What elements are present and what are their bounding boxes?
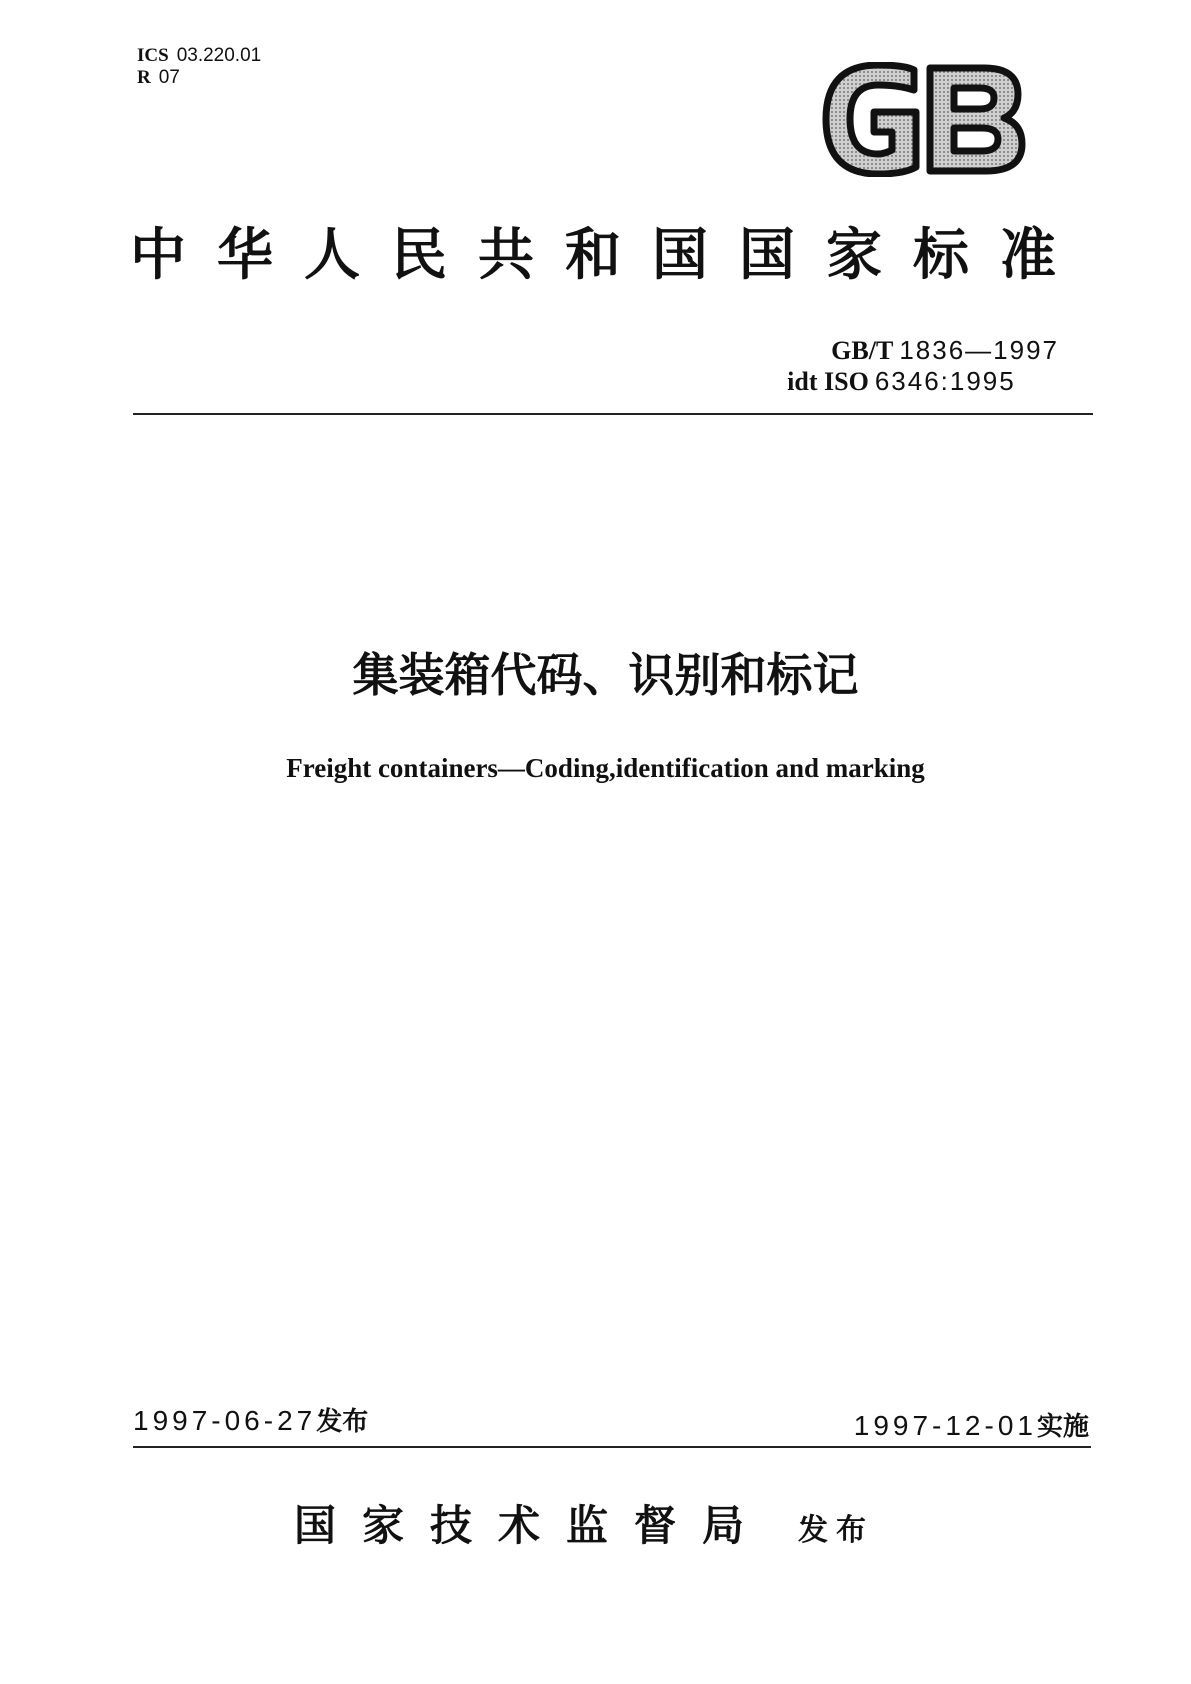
ics-label: ICS: [137, 45, 169, 66]
ccs-code: 07: [158, 67, 180, 88]
implementation-date-value: 1997-12-01: [853, 1410, 1037, 1441]
ics-row: [137, 45, 261, 67]
implementation-date: [854, 1409, 1089, 1444]
ccs-row: [137, 67, 261, 89]
ics-code: 03.220.01: [176, 45, 262, 66]
release-date-value: 1997-06-27: [133, 1405, 317, 1436]
document-title-english: Freight containers—Coding,identification and marking: [286, 753, 925, 783]
release-date: [133, 1404, 368, 1439]
equivalence-number: 6346:1995: [874, 366, 1016, 396]
classification-codes: [137, 45, 261, 89]
issuer-name: 国家技术监督局: [294, 1501, 771, 1550]
footer-divider: [133, 1446, 1091, 1448]
equivalence-label: idt ISO: [787, 367, 869, 396]
standard-number-row: [787, 335, 1059, 366]
equivalence-row: [787, 366, 1059, 397]
issuer-action: 发布: [798, 1513, 875, 1548]
document-title-chinese: 集装箱代码、识别和标记: [352, 648, 859, 702]
national-standard-heading: 中华人民共和国国家标准: [130, 222, 1087, 288]
standard-number: 1836—1997: [899, 335, 1059, 365]
standard-number-label: GB/T: [831, 336, 894, 365]
gb-logo-icon: [818, 62, 1028, 177]
standard-number-block: [787, 335, 1059, 397]
implementation-date-label: 实施: [1036, 1412, 1089, 1442]
header-divider: [133, 413, 1093, 415]
ccs-label: R: [137, 67, 151, 88]
release-date-label: 发布: [316, 1407, 369, 1437]
issuing-agency: [294, 1500, 874, 1561]
